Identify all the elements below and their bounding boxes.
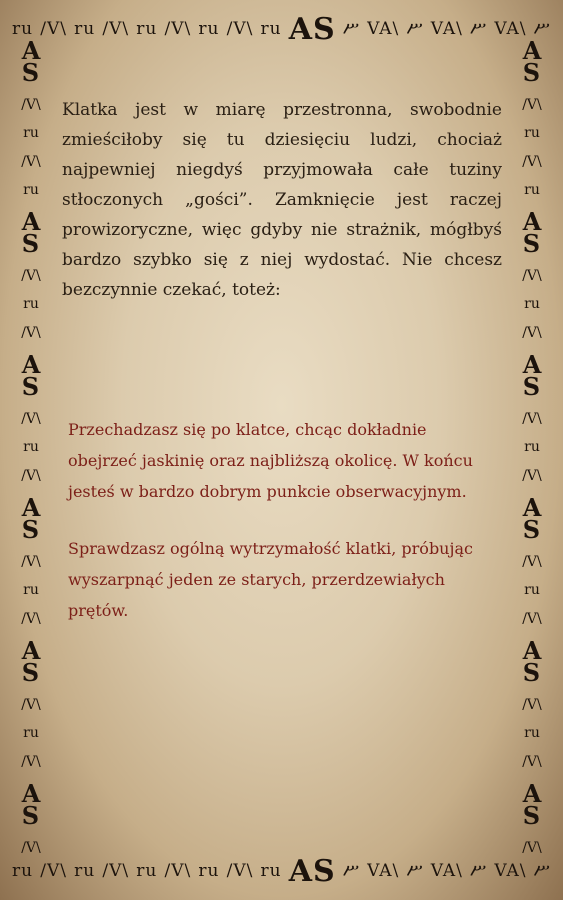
rune-glyph: ru [524,296,540,313]
as-monogram-icon: A S [21,493,41,544]
rune-glyph: ru [136,19,158,39]
rune-glyph: /V\ [522,753,542,770]
rune-glyph: VA\ [367,19,400,39]
rune-glyph: ru [136,861,158,881]
choice-explore-cage[interactable]: Przechadzasz się po klatce, chcąc dokładnie obejrzeć jaskinię oraz najbliższą okolicę. W końcu jesteś w bardzo dobrym punkcie obserwacyjnym. [68,420,473,501]
choice-test-bars[interactable]: Sprawdzasz ogólną wytrzymałość klatki, próbując wyszarpnąć jeden ze starych, przerdzewiałych prętów. [68,539,473,620]
rune-glyph: ru [198,19,220,39]
rune-glyph: /V\ [21,839,41,856]
rune-glyph: VA\ [430,861,463,881]
rune-glyph: ሥ [470,19,488,39]
as-monogram-icon: A S [522,350,542,401]
choice-list [68,414,498,652]
story-content [62,95,502,305]
rune-glyph: ru [524,125,540,142]
rune-glyph: /V\ [40,19,67,39]
rune-glyph: ru [23,181,39,198]
rune-glyph: ru [74,19,96,39]
rune-glyph: ሥ [406,19,424,39]
rune-glyph: /V\ [226,861,254,881]
rune-glyph: VA\ [494,19,527,39]
rune-glyph: ru [23,439,39,456]
as-monogram-icon: A S [21,36,41,87]
rune-glyph: /V\ [21,324,41,341]
rune-glyph: /V\ [102,19,130,39]
ornament-border-top [12,10,551,48]
rune-glyph: VA\ [494,861,527,881]
rune-glyph: /V\ [21,753,41,770]
rune-glyph: ru [260,19,282,39]
rune-glyph: ሥ [533,19,551,39]
rune-glyph: ሥ [406,861,424,881]
as-monogram-icon: A S [21,207,41,258]
rune-glyph: /V\ [522,96,542,113]
rune-glyph: /V\ [164,19,192,39]
rune-glyph: VA\ [430,19,463,39]
rune-glyph: /V\ [21,96,41,113]
rune-glyph: ሥ [533,861,551,881]
as-monogram-icon: A S [522,493,542,544]
rune-glyph: ru [12,861,34,881]
rune-glyph: /V\ [522,696,542,713]
as-monogram-icon: A S [21,350,41,401]
rune-glyph: ru [74,861,96,881]
rune-glyph: ru [12,19,34,39]
rune-glyph: ru [524,725,540,742]
ornament-border-left [14,36,48,856]
rune-glyph: /V\ [102,861,130,881]
as-monogram-icon: A S [522,779,542,830]
rune-glyph: /V\ [164,861,192,881]
rune-glyph: ru [23,296,39,313]
ornament-border-bottom [12,852,551,890]
rune-glyph: /V\ [21,610,41,627]
rune-glyph: /V\ [21,153,41,170]
rune-glyph: /V\ [21,696,41,713]
rune-glyph: /V\ [522,324,542,341]
rune-glyph: ru [23,725,39,742]
rune-glyph: /V\ [40,861,67,881]
rune-glyph: /V\ [522,553,542,570]
rune-glyph: /V\ [522,268,542,284]
rune-glyph: /V\ [522,839,542,856]
rune-glyph: ru [524,582,540,599]
rune-glyph: ru [524,439,540,456]
rune-glyph: /V\ [522,610,542,627]
rune-glyph: /V\ [21,268,41,284]
as-monogram-icon: A S [522,636,542,687]
rune-glyph: ሥ [342,19,360,39]
rune-glyph: ru [23,125,39,142]
as-monogram-icon: A S [522,36,542,87]
rune-glyph: ru [524,181,540,198]
as-monogram-icon: A S [21,636,41,687]
rune-glyph: /V\ [522,467,542,484]
rune-glyph: VA\ [367,861,400,881]
as-monogram-icon: AS [288,853,336,889]
rune-glyph: ሥ [342,861,360,881]
rune-glyph: ሥ [470,861,488,881]
rune-glyph: /V\ [21,410,41,427]
rune-glyph: ru [260,861,282,881]
rune-glyph: /V\ [226,19,254,39]
rune-glyph: ru [198,861,220,881]
as-monogram-icon: A S [522,207,542,258]
rune-glyph: ru [23,582,39,599]
as-monogram-icon: A S [21,779,41,830]
as-monogram-icon: AS [288,11,336,47]
rune-glyph: /V\ [522,410,542,427]
rune-glyph: /V\ [21,553,41,570]
rune-glyph: /V\ [522,153,542,170]
rune-glyph: /V\ [21,467,41,484]
narrative-text: Klatka jest w miarę przestronna, swobodnie zmieściłoby się tu dziesięciu ludzi, chociaż najpewniej niegdyś przyjmowała całe tuziny stłoczonych „gości”. Zamknięcie jest raczej prowizoryczne, więc gdyby nie strażnik, mógłbyś bardzo szybko się z niej wydostać. Nie chcesz bezczynnie czekać, toteż: [62,100,502,300]
ornament-border-right [515,36,549,856]
